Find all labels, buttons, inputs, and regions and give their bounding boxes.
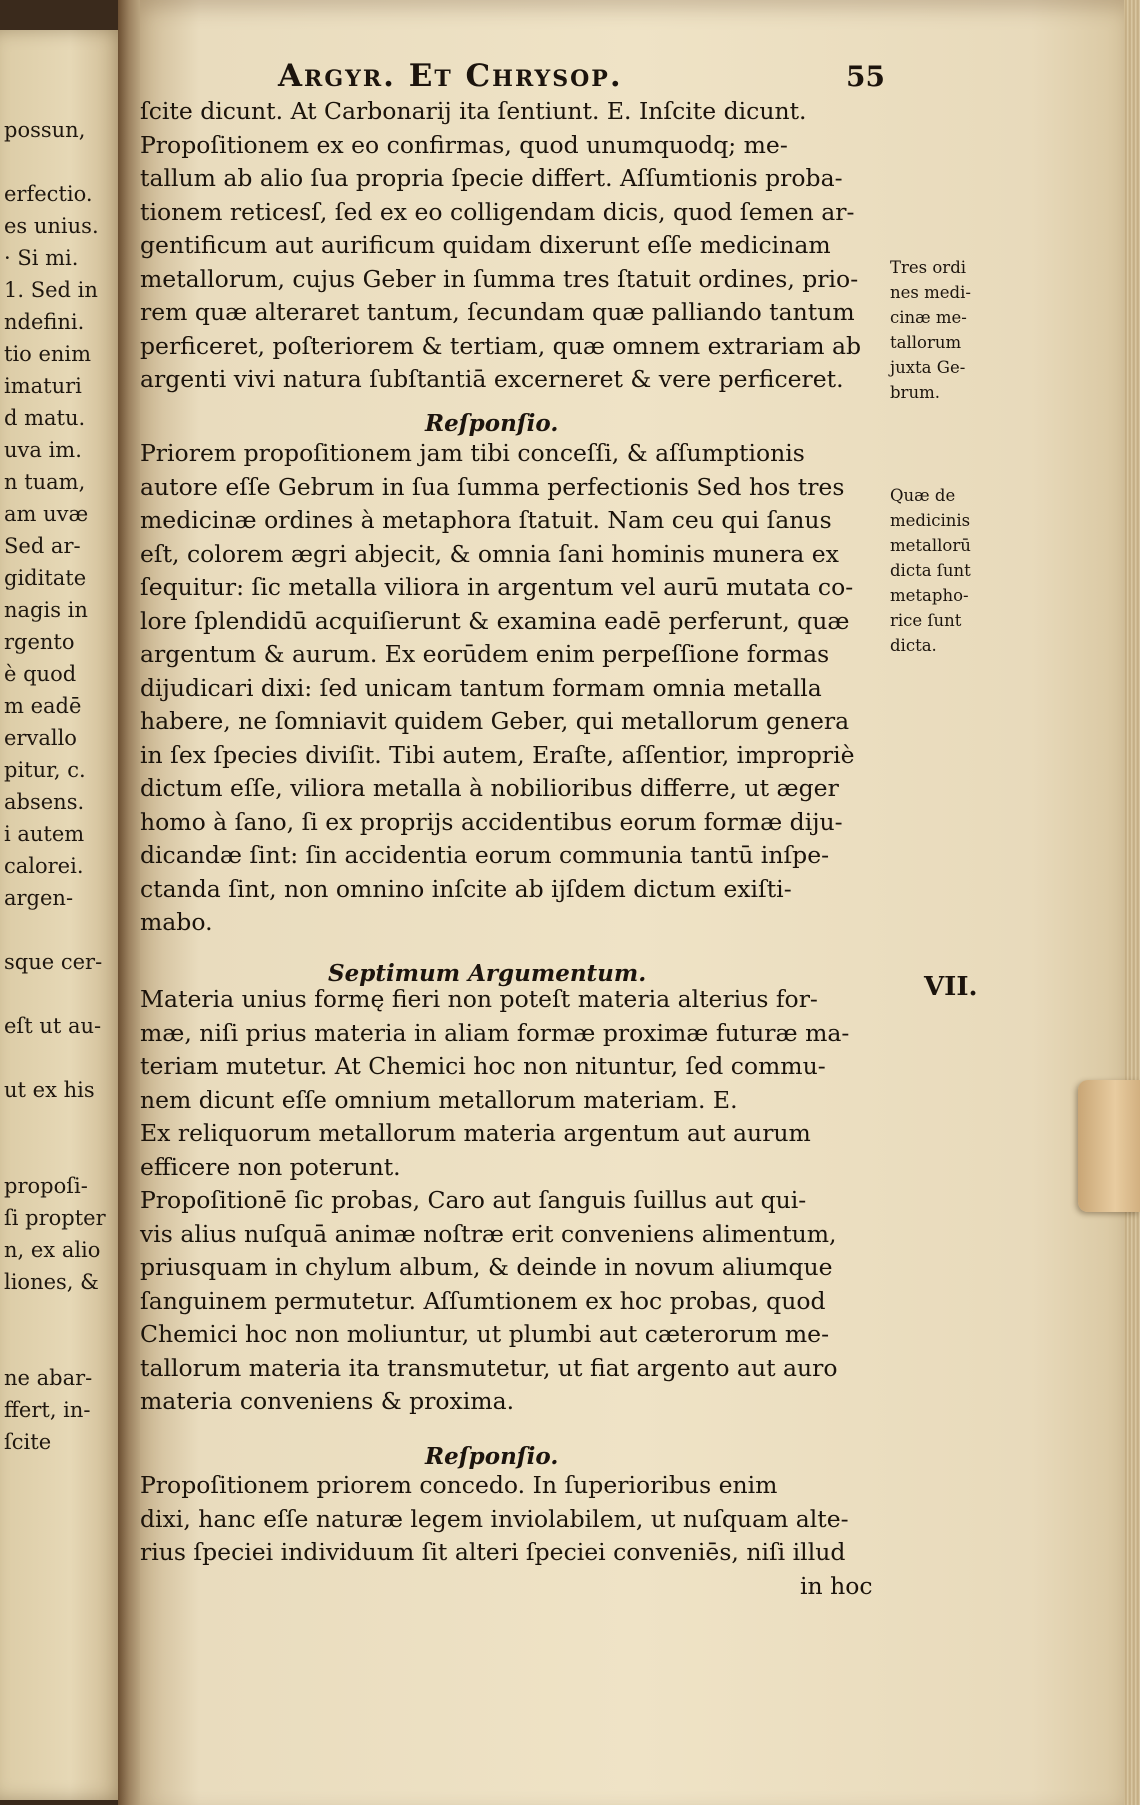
text-line: mabo. (140, 908, 213, 936)
marginal-note-line: dicta. (890, 636, 937, 655)
left-page-line: 1. Sed in (4, 278, 98, 302)
text-line: autore eſſe Gebrum in ſua ſumma perfectionis Sed hos tres (140, 472, 845, 501)
left-page-line: uva im. (4, 438, 82, 462)
left-page (0, 30, 128, 1800)
marginal-note-line: medicinis (890, 511, 971, 530)
left-page-line: sque cer- (4, 950, 103, 974)
left-page-line: erfectio. (4, 182, 93, 206)
text-line: ſequitur: ſic metalla viliora in argentum vel aurū mutata co- (140, 573, 854, 601)
heading-septimum-argumentum: Septimum Argumentum. (328, 960, 647, 987)
marginal-note-line: cinæ me- (890, 308, 967, 327)
text-line: dixi, hanc eſſe naturæ legem inviolabilem, ut nuſquam alte- (140, 1504, 849, 1533)
text-line: rius ſpeciei individuum ſit alteri ſpeciei conveniēs, niſi illud (140, 1538, 846, 1566)
left-page-line: argen- (4, 886, 74, 910)
marginal-note-section-number: VII. (924, 972, 978, 1002)
text-line: ſcite dicunt. At Carbonarij ita ſentiunt. E. Inſcite dicunt. (140, 97, 807, 125)
left-page-line: Sed ar- (4, 534, 81, 558)
text-line: medicinæ ordines à metaphora ſtatuit. Nam ceu qui ſanus (140, 506, 832, 534)
running-head: Argyr. Et Chrysop. (278, 58, 623, 94)
marginal-note-line: dicta ſunt (890, 561, 971, 580)
left-page-line: absens. (4, 790, 85, 814)
left-page-line: è quod (4, 662, 77, 686)
page-number: 55 (846, 60, 885, 93)
text-line: materia conveniens & proxima. (140, 1387, 515, 1415)
text-line: tionem reticesſ, ſed ex eo colligendam dicis, quod ſemen ar- (140, 197, 855, 226)
text-line: nem dicunt eſſe omnium metallorum materiam. E. (140, 1085, 738, 1114)
heading-responsio-2: Reſponſio. (425, 1443, 559, 1470)
left-page-line: ut ex his (4, 1078, 95, 1102)
left-page-line: es unius. (4, 214, 99, 238)
text-line: dictum eſſe, viliora metalla à nobilioribus differre, ut æger (140, 774, 839, 802)
text-line: priusquam in chylum album, & deinde in novum aliumque (140, 1253, 833, 1281)
marginal-note-line: nes medi- (890, 283, 971, 302)
text-line: Ex reliquorum metallorum materia argentum aut aurum (140, 1119, 811, 1147)
marginal-note-line: metallorū (890, 536, 971, 555)
text-line: argenti vivi natura ſubſtantiā excerneret & vere perficeret. (140, 365, 844, 393)
left-page-line: ſcite (4, 1430, 52, 1454)
text-line: teriam mutetur. At Chemici hoc non nituntur, ſed commu- (140, 1052, 826, 1080)
left-page-line: calorei. (4, 854, 84, 878)
heading-responsio-1: Reſponſio. (425, 410, 559, 437)
text-line: vis alius nuſquā animæ noſtræ erit conveniens alimentum, (140, 1219, 837, 1248)
text-line: homo à ſano, ſi ex proprijs accidentibus eorum formæ diju- (140, 807, 843, 836)
left-page-line: am uvæ (4, 502, 89, 526)
text-line: rem quæ alteraret tantum, ſecundam quæ palliando tantum (140, 298, 855, 326)
text-line: Priorem propoſitionem jam tibi conceſſi, & aſſumptionis (140, 439, 805, 467)
left-page-line: giditate (4, 566, 87, 590)
left-page-line: liones, & (4, 1270, 99, 1294)
marginal-note-line: metapho- (890, 586, 969, 605)
text-line: habere, ne ſomniavit quidem Geber, qui metallorum genera (140, 707, 850, 735)
left-page-line: m eadē (4, 694, 82, 718)
text-line: mæ, niſi prius materia in aliam formæ proximæ futuræ ma- (140, 1018, 850, 1047)
text-line: argentum & aurum. Ex eorūdem enim perpeſſione formas (140, 640, 830, 668)
left-page-line: · Si mi. (4, 246, 79, 270)
text-line: metallorum, cujus Geber in ſumma tres ſtatuit ordines, prio- (140, 264, 859, 293)
left-page-line: nagis in (4, 598, 88, 622)
marginal-note-line: brum. (890, 383, 940, 402)
left-page-line: possun, (4, 118, 86, 142)
left-page-line: ervallo (4, 726, 77, 750)
left-page-line: n, ex alio (4, 1238, 101, 1262)
left-page-line: n tuam, (4, 470, 86, 494)
text-line: tallum ab alio ſua propria ſpecie differt. Aſſumtionis proba- (140, 164, 843, 192)
left-page-line: ndefini. (4, 310, 85, 334)
left-page-line: d matu. (4, 406, 86, 430)
marginal-note-line: Tres ordi (890, 258, 967, 277)
text-line: ſanguinem permutetur. Aſſumtionem ex hoc probas, quod (140, 1286, 826, 1315)
text-line: Propoſitionem priorem concedo. In ſuperioribus enim (140, 1471, 778, 1499)
text-line: eſt, colorem ægri abjecit, & omnia ſani hominis munera ex (140, 539, 839, 568)
text-line: efficere non poterunt. (140, 1152, 401, 1181)
left-page-line: ffert, in- (4, 1398, 91, 1422)
left-page-line: rgento (4, 630, 75, 654)
left-page-line: ne abar- (4, 1366, 93, 1390)
marginal-note-line: rice ſunt (890, 611, 962, 630)
marginal-note-line: tallorum (890, 333, 962, 352)
left-page-line: imaturi (4, 374, 82, 398)
bookmark-tab (1078, 1080, 1140, 1212)
text-line: Chemici hoc non moliuntur, ut plumbi aut cæterorum me- (140, 1320, 830, 1348)
text-line: Propoſitionem ex eo confirmas, quod unumquodq; me- (140, 130, 788, 159)
text-line: dijudicari dixi: ſed unicam tantum formam omnia metalla (140, 673, 822, 702)
text-line: gentificum aut aurificum quidam dixerunt eſſe medicinam (140, 231, 831, 259)
left-page-line: i autem (4, 822, 85, 846)
text-line: in ſex ſpecies diviſit. Tibi autem, Eraſte, aſſentior, impropriè (140, 740, 855, 769)
marginal-note-line: juxta Ge- (890, 358, 966, 377)
page-edge (1124, 0, 1140, 1805)
left-page-line: eſt ut au- (4, 1014, 102, 1038)
text-line: Propoſitionē ſic probas, Caro aut ſanguis ſuillus aut qui- (140, 1186, 807, 1214)
left-page-line: propoſi- (4, 1174, 88, 1198)
marginal-note-line: Quæ de (890, 486, 956, 505)
left-page-line: tio enim (4, 342, 92, 366)
catchword: in hoc (800, 1572, 873, 1600)
left-page-line: ſi propter (4, 1206, 106, 1230)
left-page-line: pitur, c. (4, 758, 86, 782)
text-line: ctanda ſint, non omnino inſcite ab ijſdem dictum exiſti- (140, 874, 792, 903)
text-line: dicandæ ſint: ſin accidentia eorum communia tantū inſpe- (140, 841, 830, 869)
text-line: lore ſplendidū acquiſierunt & examina eadē perferunt, quæ (140, 606, 850, 635)
text-line: tallorum materia ita transmutetur, ut fiat argento aut auro (140, 1353, 838, 1382)
text-line: Materia unius formę fieri non poteſt materia alterius for- (140, 985, 818, 1013)
text-line: perficeret, poſteriorem & tertiam, quæ omnem extrariam ab (140, 331, 862, 360)
